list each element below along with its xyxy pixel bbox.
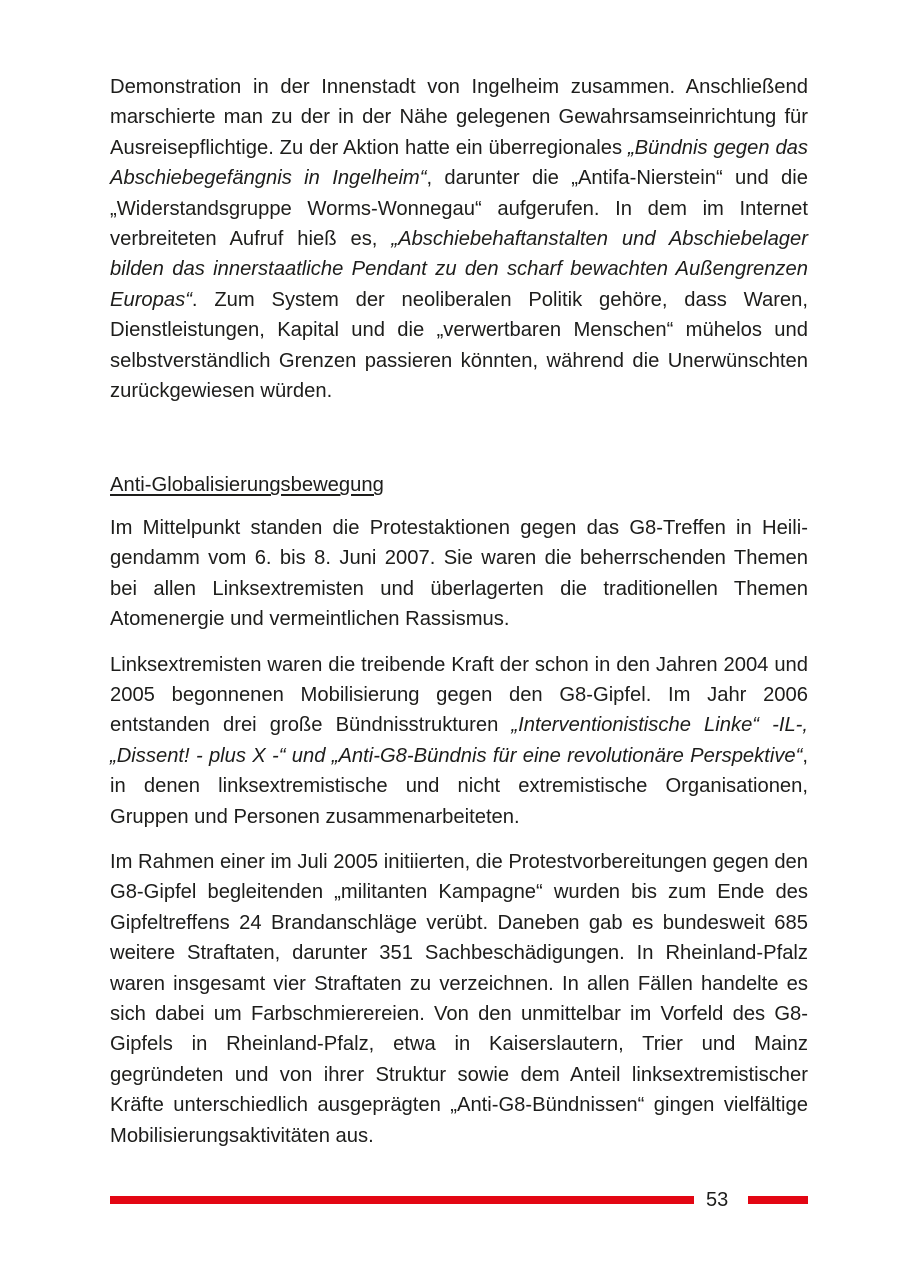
paragraph-text: Demonstration in der Innenstadt von Ingelheim zusammen. Anschließend marschierte man zu der in der Nähe gelegenen Gewahrsamseinrichtung für Ausreisepflichtige. Zu der Aktion hatte ein überregionales <box>110 76 808 159</box>
page-number: 53 <box>706 1189 729 1211</box>
page-footer <box>110 1184 808 1216</box>
footer-bar-right <box>748 1196 808 1204</box>
italic-quote: „Abschiebehaftanstalten und Abschiebelager bilden das innerstaatliche Pendant zu den scharf bewachten Außengrenzen Europas“ <box>110 228 808 311</box>
footer-bar-left <box>110 1196 694 1204</box>
document-body <box>110 72 808 1151</box>
paragraph-text: , darunter die „Antifa-Nierstein“ und die „Widerstandsgruppe Worms-Wonnegau“ aufgerufen. In dem im Internet verbreiteten Aufruf hieß es, <box>110 167 808 251</box>
paragraph-militant-campaign: Im Rahmen einer im Juli 2005 initiierten, die Protestvorbereitungen gegen den G8-Gipfel begleitenden „militanten Kampagne“ wurden bis zum Ende des Gipfeltreffens 24 Brandanschläge verübt. Daneben gab es bundesweit 685 weitere Straftaten, darunter 351 Sachbeschädigungen. In Rheinland-Pfalz waren insgesamt vier Straftaten zu verzeichnen. In allen Fällen handelte es sich dabei um Farbschmierereien. Von den unmittelbar im Vorfeld des G8-Gipfels in Rheinland-Pfalz, etwa in Kaiserslautern, Trier und Mainz gegründeten und von ihrer Struktur sowie dem Anteil linksextremistischer Kräfte unterschiedlich ausgeprägten „Anti-G8-Bündnissen“ gingen vielfältige Mobilisierungsaktivitäten aus. <box>110 850 808 1147</box>
paragraph-mobilisation <box>110 650 808 832</box>
section-heading: Anti-Globalisierungsbewegung <box>110 474 384 497</box>
paragraph-ingelheim-demonstration <box>110 72 808 406</box>
italic-quote: „Bündnis gegen das Abschiebegefängnis in Ingelheim“ <box>110 136 809 190</box>
italic-quote: „Interventionistische Linke“ -IL-, „Dissent! - plus X -“ und „Anti-G8-Bündnis für eine revolutionäre Perspektive“ <box>110 714 808 767</box>
paragraph-text: . Zum System der neoliberalen Politik gehöre, dass Waren, Dienstleistungen, Kapital und die „verwertbaren Menschen“ mühelos und selbstverständlich Grenzen passieren könnten, während die Unerwünschten zurückgewiesen würden. <box>110 288 808 403</box>
paragraph-text: , in denen linksextremistische und nicht extremistische Organisationen, Gruppen und Personen zusammenarbeiteten. <box>110 744 808 828</box>
paragraph-text: Linksextremisten waren die treibende Kraft der schon in den Jahren 2004 und 2005 begonnenen Mobilisierung gegen den G8-Gipfel. Im Jahr 2006 entstanden drei große Bündnisstrukturen <box>110 653 808 737</box>
paragraph-g8-protests: Im Mittelpunkt standen die Protestaktionen gegen das G8-Treffen in Heiligendamm vom 6. bis 8. Juni 2007. Sie waren die beherrschenden Themen bei allen Linksextremisten und überlagerten die traditionellen Themen Atomenergie und vermeintlichen Rassismus. <box>110 516 808 631</box>
